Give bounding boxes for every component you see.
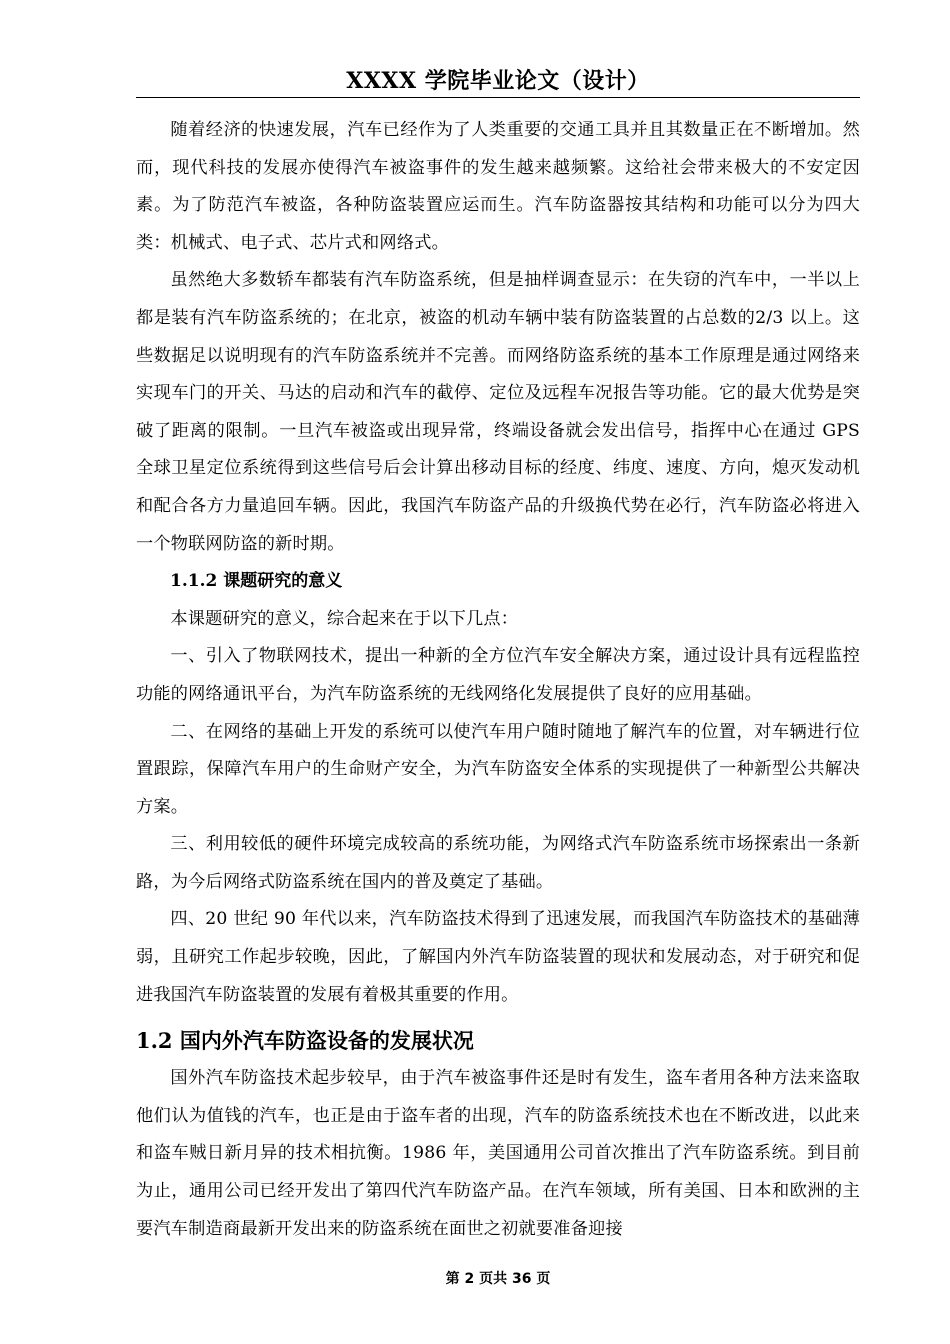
page-number: 第 2 页共 36 页 [445,1271,551,1287]
document-body [136,112,860,1248]
paragraph-point-two: 二、在网络的基础上开发的系统可以使汽车用户随时随地了解汽车的位置，对车辆进行位置跟踪，保障汽车用户的生命财产安全，为汽车防盗安全体系的实现提供了一种新型公共解决方案。 [136,721,860,817]
paragraph-network-antitheft: 虽然绝大多数轿车都装有汽车防盗系统，但是抽样调查显示：在失窃的汽车中，一半以上都是装有汽车防盗系统的；在北京，被盗的机动车辆中装有防盗装置的占总数的2/3 以上。这些数据足以说明现有的汽车防盗系统并不完善。而网络防盗系统的基本工作原理是通过网络来实现车门的开关、马达的启动和汽车的截停、定位及远程车况报告等功能。它的最大优势是突破了距离的限制。一旦汽车被盗或出现异常，终端设备就会发出信号，指挥中心在通过 GPS 全球卫星定位系统得到这些信号后会计算出移动目标的经度、纬度、速度、方向，熄灭发动机和配合各方力量追回车辆。因此，我国汽车防盗产品的升级换代势在必行，汽车防盗必将进入一个物联网防盗的新时期。 [136,270,860,554]
subsection-heading: 1.1.2 课题研究的意义 [170,571,343,592]
paragraph-point-three: 三、利用较低的硬件环境完成较高的系统功能，为网络式汽车防盗系统市场探索出一条新路，为今后网络式防盗系统在国内的普及奠定了基础。 [136,834,860,892]
paragraph-point-one: 一、引入了物联网技术，提出一种新的全方位汽车安全解决方案，通过设计具有远程监控功能的网络通讯平台，为汽车防盗系统的无线网络化发展提供了良好的应用基础。 [136,646,860,704]
paragraph-point-four: 四、20 世纪 90 年代以来，汽车防盗技术得到了迅速发展，而我国汽车防盗技术的基础薄弱，且研究工作起步较晚，因此，了解国内外汽车防盗装置的现状和发展动态，对于研究和促进我国汽车防盗装置的发展有着极其重要的作用。 [136,909,860,1005]
section-heading: 1.2 国内外汽车防盗设备的发展状况 [136,1028,474,1054]
header-divider [136,97,860,98]
page-header-title: XXXX 学院毕业论文（设计） [346,68,650,94]
paragraph-foreign-development: 国外汽车防盗技术起步较早，由于汽车被盗事件还是时有发生，盗车者用各种方法来盗取他们认为值钱的汽车，也正是由于盗车者的出现，汽车的防盗系统技术也在不断改进，以此来和盗车贼日新月异的技术相抗衡。1986 年，美国通用公司首次推出了汽车防盗系统。到目前为止，通用公司已经开发出了第四代汽车防盗产品。在汽车领域，所有美国、日本和欧洲的主要汽车制造商最新开发出来的防盗系统在面世之初就要准备迎接 [136,1068,860,1239]
paragraph-intro: 随着经济的快速发展，汽车已经作为了人类重要的交通工具并且其数量正在不断增加。然而，现代科技的发展亦使得汽车被盗事件的发生越来越频繁。这给社会带来极大的不安定因素。为了防范汽车被盗，各种防盗装置应运而生。汽车防盗器按其结构和功能可以分为四大类：机械式、电子式、芯片式和网络式。 [136,120,860,253]
paragraph-significance-intro: 本课题研究的意义，综合起来在于以下几点： [170,608,519,629]
